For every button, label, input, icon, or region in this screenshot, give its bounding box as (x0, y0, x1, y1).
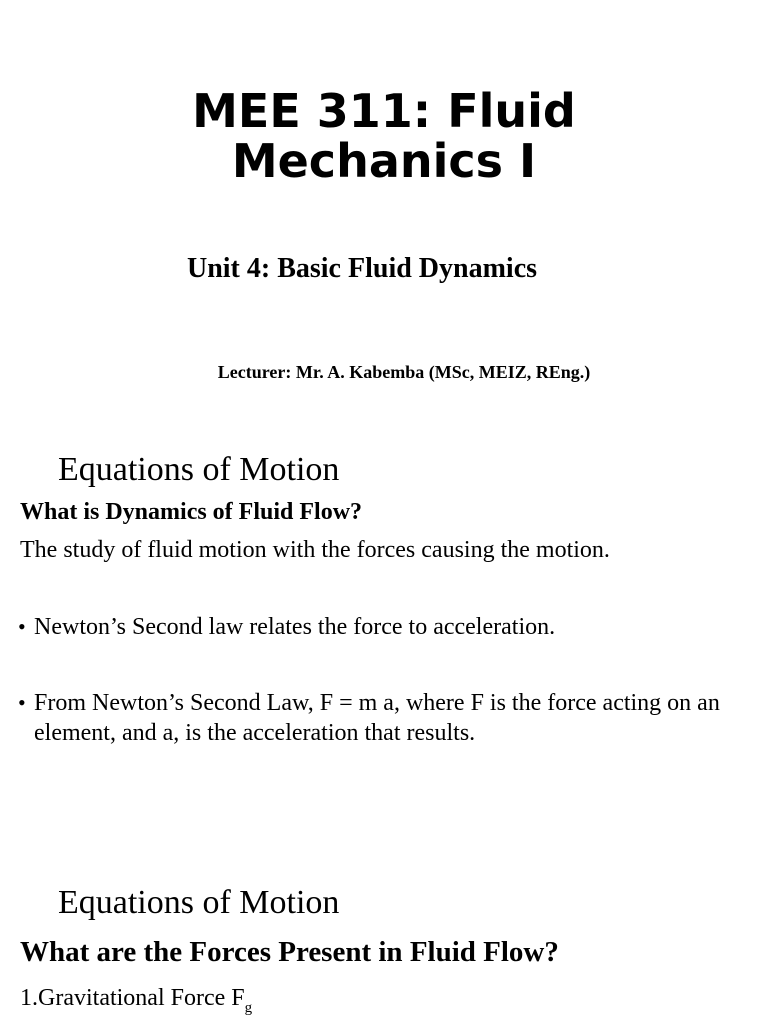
bullet-item (18, 612, 738, 642)
bullet-text: From Newton’s Second Law, F = m a, where F is the force acting on an element, and a, is the acceleration that results. (34, 690, 720, 746)
definition-text: The study of fluid motion with the forces causing the motion. (20, 537, 610, 563)
item-number: 1. (20, 985, 38, 1011)
unit-subtitle: Unit 4: Basic Fluid Dynamics (186, 253, 538, 284)
item-subscript: g (244, 1000, 253, 1016)
lecturer-line: Lecturer: Mr. A. Kabemba (MSc, MEIZ, REng.) (217, 362, 591, 382)
slide-question: What is Dynamics of Fluid Flow? (20, 499, 363, 525)
course-title-line-1: MEE 311: Fluid (192, 84, 576, 138)
item-text: Gravitational Force F (38, 985, 245, 1011)
numbered-item (20, 983, 252, 1023)
course-title (0, 86, 768, 186)
bullet-marker: • (18, 614, 26, 639)
slide-question: What are the Forces Present in Fluid Flow? (20, 936, 559, 968)
bullet-item (18, 688, 738, 748)
slide-heading: Equations of Motion (58, 451, 340, 488)
bullet-marker: • (18, 690, 26, 715)
course-title-line-2: Mechanics I (231, 134, 537, 188)
slide-heading: Equations of Motion (58, 884, 340, 921)
bullet-text: Newton’s Second law relates the force to acceleration. (34, 614, 556, 640)
